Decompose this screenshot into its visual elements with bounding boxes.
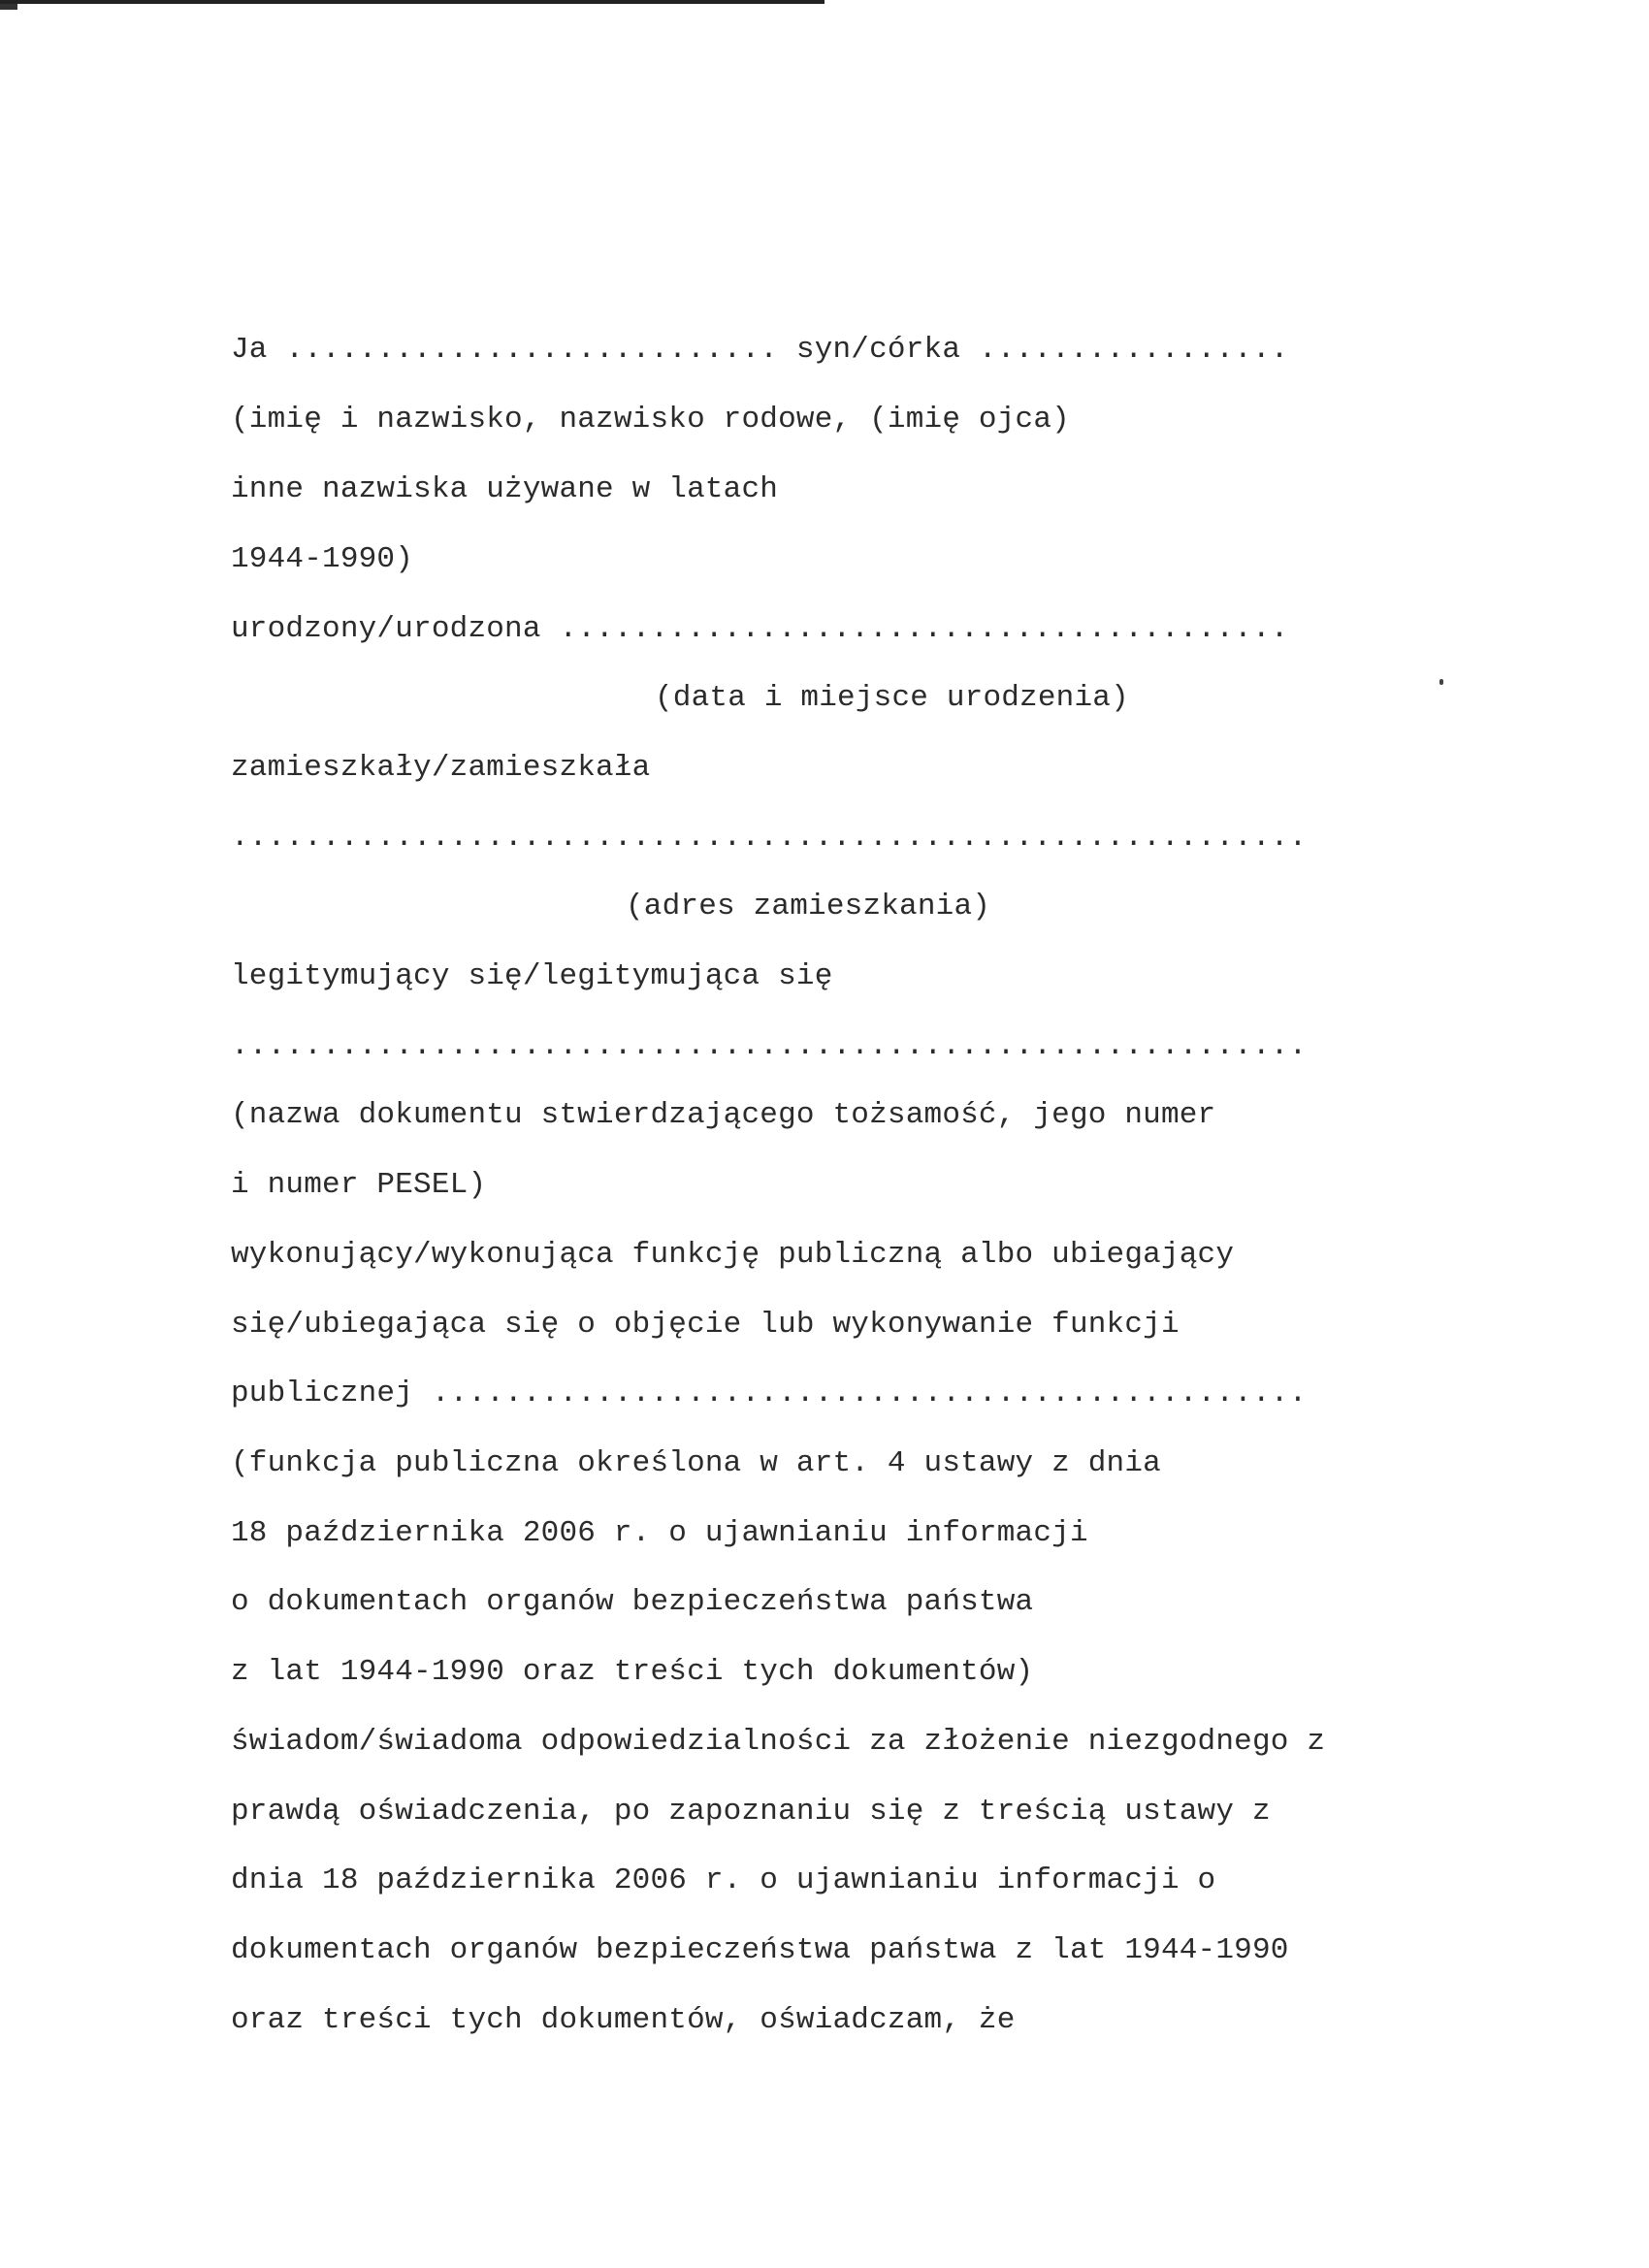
line-identifying: legitymujący się/legitymująca się: [231, 959, 833, 993]
line-residing: zamieszkały/zamieszkała: [231, 751, 651, 785]
scan-edge-mark: [0, 0, 824, 4]
line-function-caption-3: o dokumentach organów bezpieczeństwa państwa: [231, 1585, 1034, 1619]
line-other-names: inne nazwiska używane w latach: [231, 472, 779, 506]
line-address-dots: ...........................................................: [231, 821, 1308, 855]
line-function-caption-1: (funkcja publiczna określona w art. 4 ustawy z dnia: [231, 1446, 1161, 1480]
line-function-caption-4: z lat 1944-1990 oraz treści tych dokumentów): [231, 1655, 1034, 1689]
line-declaration-5: oraz treści tych dokumentów, oświadczam, że: [231, 2003, 1016, 2037]
line-declaration-1: świadom/świadoma odpowiedzialności za złożenie niezgodnego z: [231, 1725, 1326, 1759]
line-birth-caption: (data i miejsce urodzenia): [655, 681, 1129, 715]
line-address-caption: (adres zamieszkania): [626, 890, 991, 923]
line-years: 1944-1990): [231, 542, 414, 576]
line-name-caption: (imię i nazwisko, nazwisko rodowe, (imię ojca): [231, 403, 1070, 437]
line-id-caption: (nazwa dokumentu stwierdzającego tożsamość, jego numer: [231, 1098, 1216, 1132]
line-declaration-2: prawdą oświadczenia, po zapoznaniu się z treścią ustawy z: [231, 1795, 1271, 1829]
line-declaration-4: dokumentach organów bezpieczeństwa państwa z lat 1944-1990: [231, 1933, 1289, 1967]
scan-edge-corner: [0, 4, 17, 10]
line-function-1: wykonujący/wykonująca funkcję publiczną albo ubiegający: [231, 1238, 1235, 1272]
line-function-caption-2: 18 października 2006 r. o ujawnianiu informacji: [231, 1516, 1088, 1550]
line-name-and-father: Ja ........................... syn/córka .................: [231, 333, 1289, 367]
line-function-3: publicznej ................................................: [231, 1377, 1308, 1410]
scan-speck: [1439, 679, 1443, 685]
line-pesel-caption: i numer PESEL): [231, 1168, 487, 1202]
line-born: urodzony/urodzona ........................................: [231, 612, 1289, 646]
line-id-dots: ...........................................................: [231, 1029, 1308, 1063]
line-function-2: się/ubiegająca się o objęcie lub wykonywanie funkcji: [231, 1308, 1180, 1342]
line-declaration-3: dnia 18 października 2006 r. o ujawnianiu informacji o: [231, 1863, 1216, 1897]
